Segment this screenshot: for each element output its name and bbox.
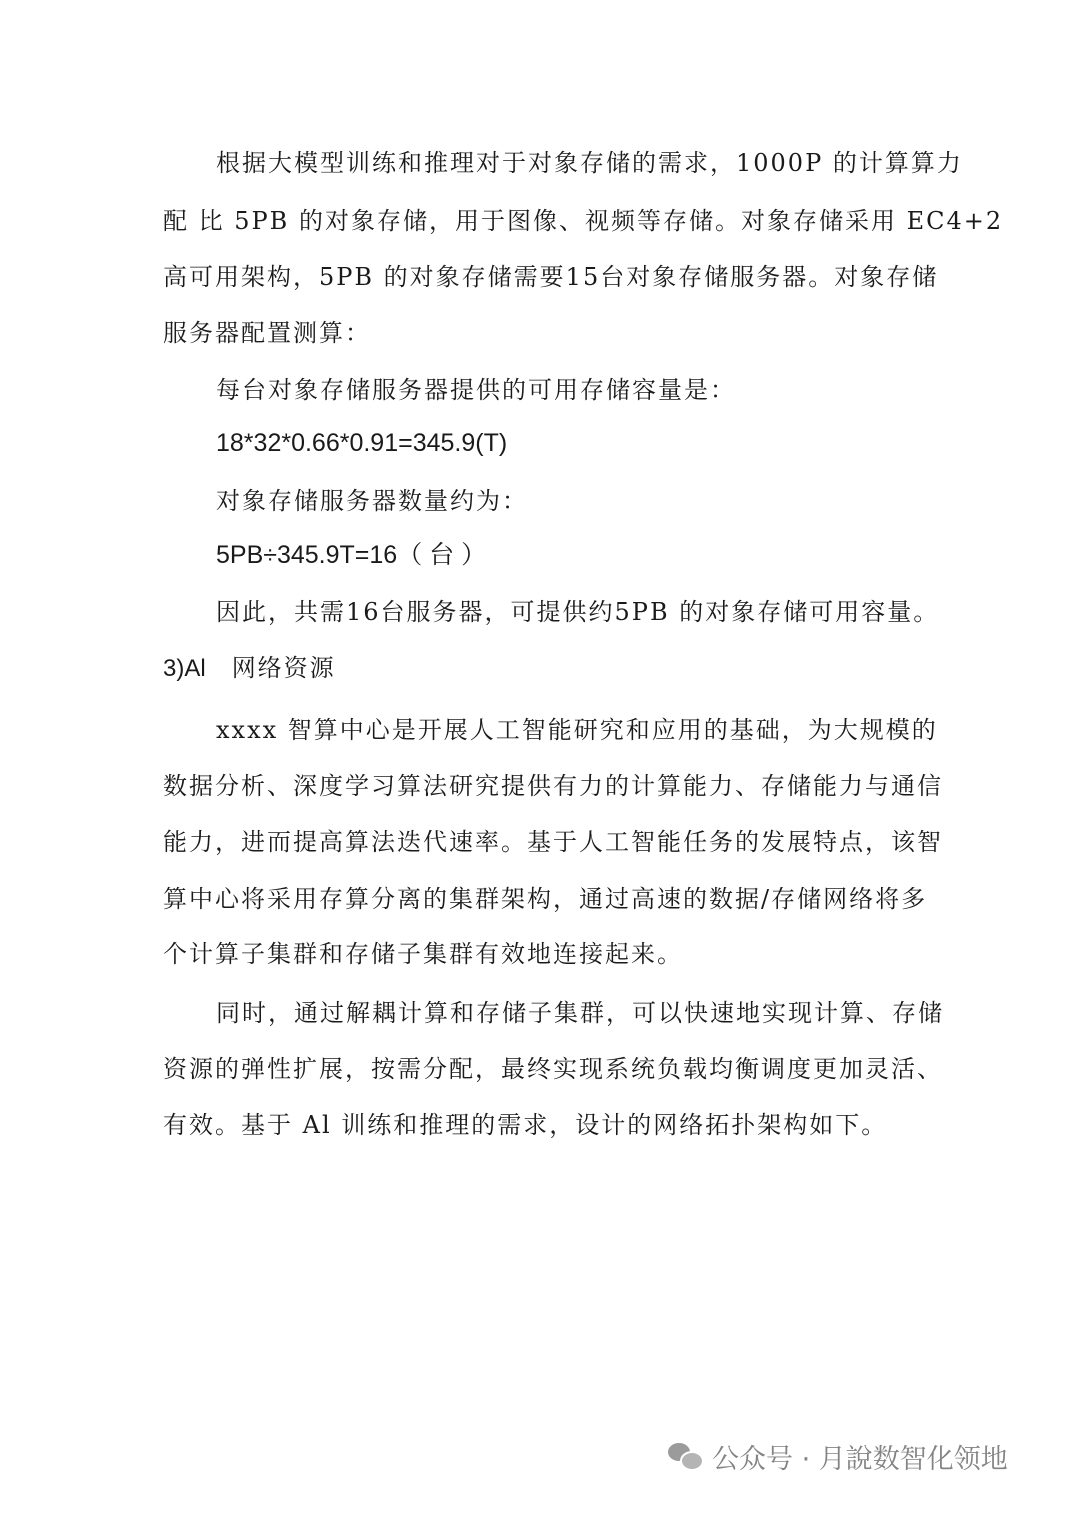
paragraph-1-line-2: 配 比 5PB 的对象存储，用于图像、视频等存储。对象存储采用 EC4+2 (163, 207, 1004, 235)
paragraph-5-line-5: 个计算子集群和存储子集群有效地连接起来。 (163, 940, 683, 968)
paragraph-5-line-3: 能力，进而提高算法迭代速率。基于人工智能任务的发展特点，该智 (163, 828, 943, 856)
paragraph-6-line-1: 同时，通过解耦计算和存储子集群，可以快速地实现计算、存储 (216, 999, 944, 1027)
formula-capacity: 18*32*0.66*0.91=345.9(T) (216, 429, 508, 457)
section-heading-number: 3)Al (163, 655, 206, 682)
paragraph-5-line-4: 算中心将采用存算分离的集群架构，通过高速的数据/存储网络将多 (163, 885, 928, 913)
paragraph-1-line-3: 高可用架构，5PB 的对象存储需要15台对象存储服务器。对象存储 (163, 263, 939, 291)
paragraph-5-line-1: xxxx 智算中心是开展人工智能研究和应用的基础，为大规模的 (216, 716, 938, 744)
formula-server-count: 5PB÷345.9T=16（ 台 ） (216, 541, 487, 569)
section-heading-text: 网络资源 (231, 654, 336, 682)
paragraph-5-line-2: 数据分析、深度学习算法研究提供有力的计算能力、存储能力与通信 (163, 772, 943, 800)
paragraph-1-line-1: 根据大模型训练和推理对于对象存储的需求，1000P 的计算算力 (216, 149, 963, 177)
paragraph-2: 每台对象存储服务器提供的可用存储容量是： (216, 376, 736, 404)
watermark-text: 公众号 · 月說数智化领地 (712, 1443, 1008, 1475)
paragraph-1-line-4: 服务器配置测算： (163, 319, 371, 347)
paragraph-3: 对象存储服务器数量约为： (216, 487, 528, 515)
paragraph-6-line-3: 有效。基于 Al 训练和推理的需求，设计的网络拓扑架构如下。 (163, 1111, 888, 1139)
wechat-icon (668, 1441, 702, 1471)
watermark (668, 1436, 1008, 1476)
section-heading (163, 653, 336, 684)
paragraph-4: 因此，共需16台服务器，可提供约5PB 的对象存储可用容量。 (216, 598, 940, 626)
paragraph-6-line-2: 资源的弹性扩展，按需分配，最终实现系统负载均衡调度更加灵活、 (163, 1055, 943, 1083)
